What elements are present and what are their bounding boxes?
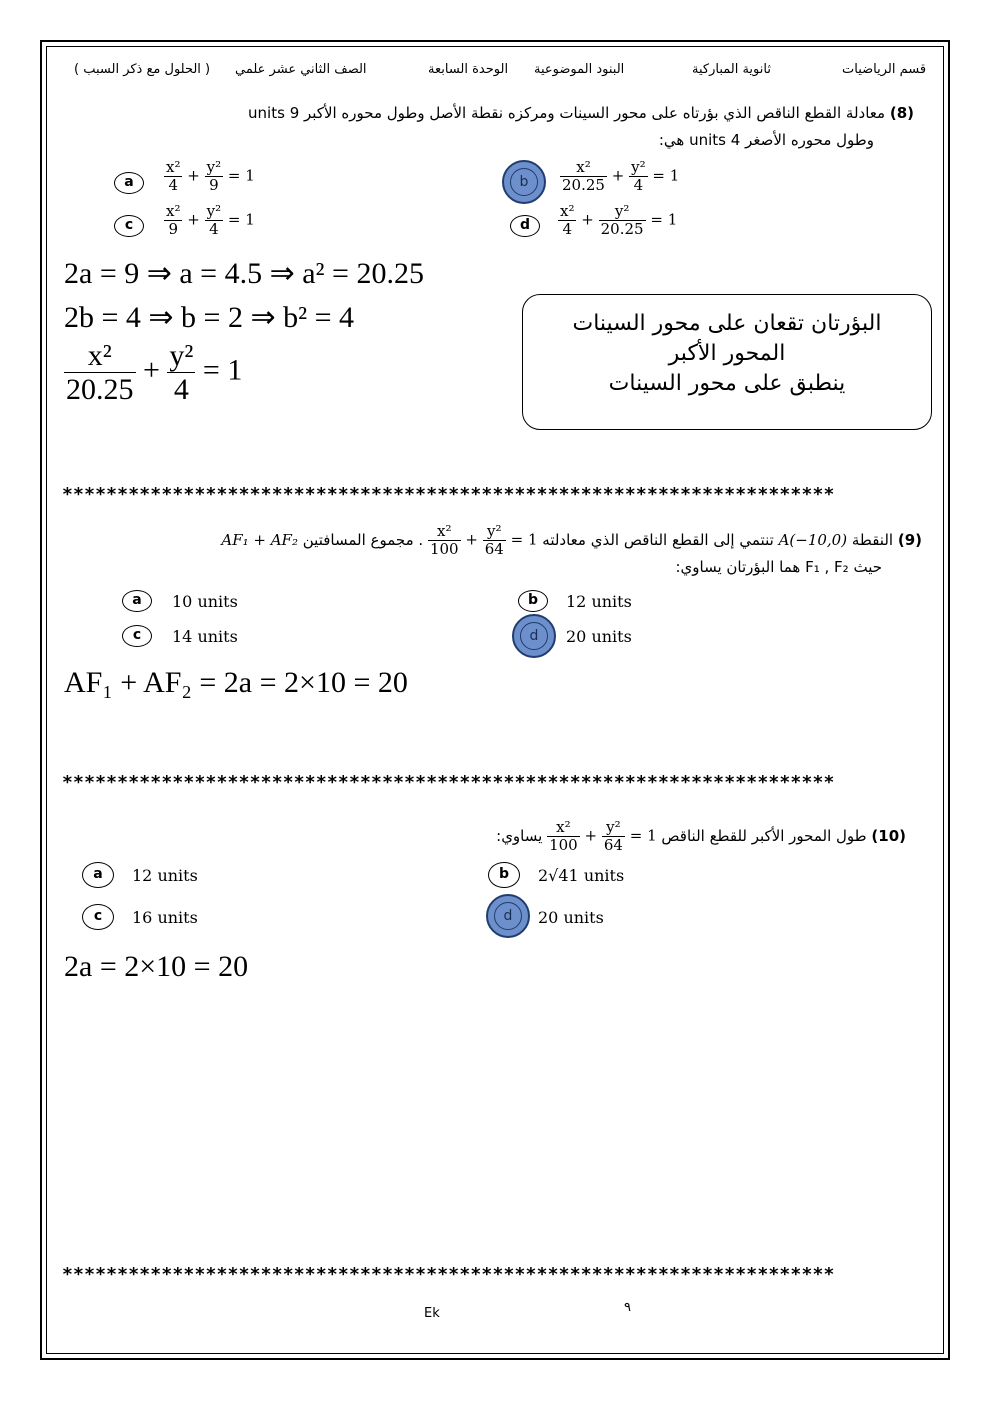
q9-eq-num1: x² <box>428 524 461 541</box>
q8-sol-num1: x² <box>64 340 136 373</box>
q8-c-num1: x² <box>166 202 181 220</box>
separator-stars-2: ********************************************************************** <box>62 772 835 793</box>
q8-c-den1: 9 <box>168 219 179 238</box>
q9-option-c-text: 14 units <box>172 627 238 646</box>
q8-option-b-letter: b <box>519 174 529 190</box>
footer-page-number: ٩ <box>624 1300 631 1315</box>
q8-number: (8) <box>889 104 914 122</box>
q8-d-den2: 20.25 <box>600 219 644 238</box>
separator-stars-1: ********************************************************************** <box>62 484 835 505</box>
q8-question-line1 <box>248 104 914 122</box>
q9-text-a: النقطة <box>851 531 894 550</box>
q8-a-den2: 9 <box>209 175 219 194</box>
q10-eq-rhs: = 1 <box>629 826 657 845</box>
q8-option-a-circle[interactable]: a <box>114 172 144 194</box>
q8-note-line1: البؤرتان تقعان على محور السينات <box>572 311 882 336</box>
q8-note-line3: ينطبق على محور السينات <box>608 371 846 396</box>
q8-text-line1: معادلة القطع الناقص الذي بؤرتاه على محور السينات ومركزه نقطة الأصل وطول محوره الأكبر 9 units <box>248 104 886 122</box>
q10-option-d-text: 20 units <box>538 908 604 927</box>
q8-option-b-circle-selected[interactable] <box>502 160 546 204</box>
q9-option-d-text: 20 units <box>566 627 632 646</box>
q8-option-c-equation: $\frac{\text{x²}}{9}$ + $\frac{\text{y²}}{4}$ = 1 <box>166 202 255 238</box>
header-unit: الوحدة السابعة <box>428 62 509 77</box>
q8-d-num2: y² <box>599 204 646 221</box>
q8-sol-den1: 20.25 <box>66 372 134 406</box>
q8-b-rhs: = 1 <box>652 166 680 185</box>
q8-b-num1: x² <box>560 160 607 177</box>
q10-option-b-circle[interactable]: b <box>488 862 520 888</box>
q10-option-a-text: 12 units <box>132 866 198 885</box>
q8-solution-equation: $\frac{\text{x²}}{20.25}$ + $\frac{\text{y²}}{4}$ = 1 <box>66 339 243 406</box>
q8-b-num2: y² <box>631 158 646 176</box>
q9-number: (9) <box>897 531 922 550</box>
q8-a-num2: y² <box>206 158 222 176</box>
q10-equation: $\frac{\text{x²}}{100}$ + $\frac{\text{y²}}{64}$ = 1 <box>549 818 657 854</box>
q9-option-b-circle[interactable]: b <box>518 590 548 612</box>
q8-d-num1: x² <box>560 202 575 220</box>
q9-eq-den1: 100 <box>429 539 459 558</box>
q8-text-line2: وطول محوره الأصغر 4 units هي: <box>658 131 874 149</box>
q10-option-d-circle-selected[interactable] <box>486 894 530 938</box>
q9-text-line2: حيث F₁ , F₂ هما البؤرتان يساوي: <box>675 558 882 576</box>
q9-text-d: AF₁ + AF₂ <box>221 531 298 550</box>
q8-d-den1: 4 <box>562 219 573 238</box>
q10-eq-num1: x² <box>547 820 580 837</box>
q8-c-den2: 4 <box>209 219 219 238</box>
separator-stars-3: ********************************************************************** <box>62 1264 835 1285</box>
q8-note-box <box>522 294 932 430</box>
header-note: ( الحلول مع ذكر السبب ) <box>74 62 211 77</box>
q8-a-num1: x² <box>166 158 181 176</box>
q10-option-c-circle[interactable]: c <box>82 904 114 930</box>
q9-option-d-letter: d <box>529 628 539 644</box>
q8-option-c-circle[interactable]: c <box>114 215 144 237</box>
footer-author: Ek <box>424 1306 440 1321</box>
q9-eq-rhs: = 1 <box>510 530 538 549</box>
header-department: قسم الرياضيات <box>842 62 927 77</box>
q8-d-rhs: = 1 <box>650 210 678 229</box>
header-grade: الصف الثاني عشر علمي <box>235 62 367 77</box>
q10-solution: 2a = 2×10 = 20 <box>64 950 249 983</box>
q9-option-b-text: 12 units <box>566 592 632 611</box>
q8-a-den1: 4 <box>168 175 179 194</box>
q8-b-den1: 20.25 <box>562 175 605 194</box>
q8-option-d-circle[interactable]: d <box>510 215 540 237</box>
q9-eq-num2: y² <box>483 524 506 541</box>
q9-solution: AF₁ + AF₂ = 2a = 2×10 = 20 <box>64 666 408 699</box>
q9-eq-den2: 64 <box>484 539 504 558</box>
q10-question-line <box>496 820 906 853</box>
q8-solution-line1: 2a = 9 ⇒ a = 4.5 ⇒ a² = 20.25 <box>64 257 424 290</box>
q8-sol-num2: y² <box>169 339 194 372</box>
q10-option-c-text: 16 units <box>132 908 198 927</box>
q8-note-line2: المحور الأكبر <box>668 341 786 366</box>
q10-number: (10) <box>871 827 906 846</box>
q8-solution-line2: 2b = 4 ⇒ b = 2 ⇒ b² = 4 <box>64 301 355 334</box>
q8-option-b-equation: $\frac{\text{x²}}{20.25}$ + $\frac{\text{y²}}{4}$ = 1 <box>562 158 680 194</box>
q10-option-b-text: 2√41 units <box>538 866 625 885</box>
q10-option-a-circle[interactable]: a <box>82 862 114 888</box>
q8-b-den2: 4 <box>633 175 644 194</box>
header-section: البنود الموضوعية <box>534 62 625 77</box>
q9-question-line1 <box>221 524 922 557</box>
q8-a-rhs: = 1 <box>227 166 255 185</box>
q8-sol-rhs: = 1 <box>202 353 243 387</box>
q9-text-b: تنتمي إلى القطع الناقص الذي معادلته <box>542 531 774 550</box>
q10-text-b: يساوي: <box>496 827 543 846</box>
q10-eq-num2: y² <box>602 820 625 837</box>
q9-option-d-circle-selected[interactable] <box>512 614 556 658</box>
q8-option-d-equation: $\frac{\text{x²}}{4}$ + $\frac{\text{y²}}{20.25}$ = 1 <box>560 202 678 238</box>
q9-option-a-text: 10 units <box>172 592 238 611</box>
q10-option-d-letter: d <box>503 908 513 924</box>
q10-eq-den1: 100 <box>549 835 578 854</box>
q9-point: A(−10,0) <box>778 531 848 550</box>
q10-eq-den2: 64 <box>603 835 623 854</box>
q8-option-a-equation: $\frac{\text{x²}}{4}$ + $\frac{\text{y²}}{9}$ = 1 <box>166 158 255 194</box>
header-school: ثانوية المباركية <box>692 62 771 77</box>
q10-text-a: طول المحور الأكبر للقطع الناقص <box>661 827 867 846</box>
q8-c-rhs: = 1 <box>227 210 255 229</box>
page-border-inner <box>46 46 944 1354</box>
q9-text-c: . مجموع المسافتين <box>302 531 424 550</box>
q9-equation: $\frac{\text{x²}}{100}$ + $\frac{\text{y²}}{64}$ = 1 <box>429 522 538 558</box>
q8-sol-den2: 4 <box>173 372 189 406</box>
q9-option-c-circle[interactable]: c <box>122 625 152 647</box>
q8-c-num2: y² <box>206 202 222 220</box>
q9-option-a-circle[interactable]: a <box>122 590 152 612</box>
